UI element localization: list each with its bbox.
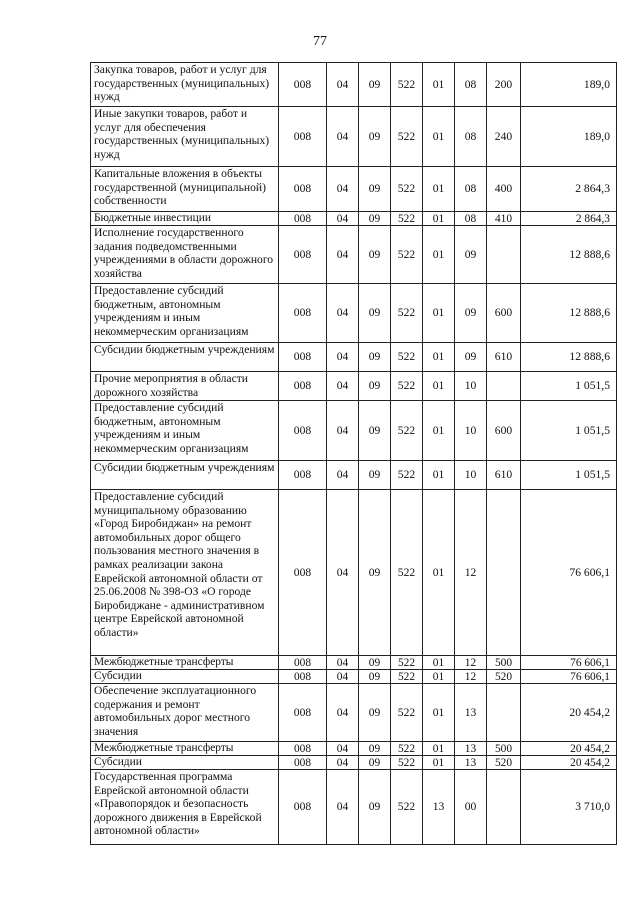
target-item-code-b: 01 <box>423 490 455 656</box>
table-row <box>91 670 617 684</box>
subsection-code: 09 <box>359 461 391 490</box>
ministry-code: 008 <box>279 167 327 212</box>
budget-table <box>90 62 617 845</box>
ministry-code: 008 <box>279 226 327 284</box>
section-code: 04 <box>327 63 359 107</box>
target-item-code-c: 08 <box>455 212 487 226</box>
table-row <box>91 63 617 107</box>
row-name: Субсидии <box>91 670 279 684</box>
target-item-code-a: 522 <box>391 167 423 212</box>
target-item-code-a: 522 <box>391 684 423 742</box>
row-name: Межбюджетные трансферты <box>91 742 279 756</box>
target-item-code-b: 01 <box>423 461 455 490</box>
row-amount: 2 864,3 <box>521 167 617 212</box>
target-item-code-c: 00 <box>455 770 487 845</box>
row-amount: 20 454,2 <box>521 756 617 770</box>
target-item-code-a: 522 <box>391 756 423 770</box>
row-amount: 1 051,5 <box>521 461 617 490</box>
target-item-code-b: 01 <box>423 684 455 742</box>
row-amount: 3 710,0 <box>521 770 617 845</box>
section-code: 04 <box>327 226 359 284</box>
section-code: 04 <box>327 107 359 167</box>
expense-type-code: 520 <box>487 670 521 684</box>
section-code: 04 <box>327 167 359 212</box>
row-name: Прочие мероприятия в области дорожного хозяйства <box>91 372 279 401</box>
expense-type-code <box>487 490 521 656</box>
expense-type-code: 610 <box>487 343 521 372</box>
target-item-code-b: 01 <box>423 63 455 107</box>
target-item-code-a: 522 <box>391 63 423 107</box>
subsection-code: 09 <box>359 212 391 226</box>
table-row <box>91 770 617 845</box>
expense-type-code: 400 <box>487 167 521 212</box>
ministry-code: 008 <box>279 461 327 490</box>
subsection-code: 09 <box>359 401 391 461</box>
subsection-code: 09 <box>359 167 391 212</box>
table-row <box>91 284 617 343</box>
row-name: Обеспечение эксплуатационного содержания и ремонт автомобильных дорог местного значения <box>91 684 279 742</box>
section-code: 04 <box>327 770 359 845</box>
ministry-code: 008 <box>279 343 327 372</box>
target-item-code-c: 10 <box>455 372 487 401</box>
table-row <box>91 684 617 742</box>
table-row <box>91 490 617 656</box>
subsection-code: 09 <box>359 756 391 770</box>
section-code: 04 <box>327 461 359 490</box>
ministry-code: 008 <box>279 490 327 656</box>
ministry-code: 008 <box>279 63 327 107</box>
expense-type-code: 410 <box>487 212 521 226</box>
expense-type-code: 200 <box>487 63 521 107</box>
subsection-code: 09 <box>359 490 391 656</box>
target-item-code-a: 522 <box>391 670 423 684</box>
target-item-code-c: 13 <box>455 742 487 756</box>
target-item-code-b: 01 <box>423 226 455 284</box>
target-item-code-c: 08 <box>455 63 487 107</box>
row-name: Предоставление субсидий бюджетным, автономным учреждениям и иным некоммерческим организациям <box>91 284 279 343</box>
target-item-code-a: 522 <box>391 461 423 490</box>
table-row <box>91 756 617 770</box>
expense-type-code <box>487 372 521 401</box>
expense-type-code: 600 <box>487 284 521 343</box>
table-row <box>91 401 617 461</box>
target-item-code-a: 522 <box>391 490 423 656</box>
target-item-code-a: 522 <box>391 770 423 845</box>
target-item-code-c: 09 <box>455 284 487 343</box>
row-amount: 12 888,6 <box>521 226 617 284</box>
section-code: 04 <box>327 684 359 742</box>
row-name: Субсидии бюджетным учреждениям <box>91 461 279 490</box>
row-name: Межбюджетные трансферты <box>91 656 279 670</box>
target-item-code-c: 09 <box>455 226 487 284</box>
row-amount: 2 864,3 <box>521 212 617 226</box>
target-item-code-b: 01 <box>423 167 455 212</box>
page-number: 77 <box>313 34 327 49</box>
target-item-code-a: 522 <box>391 742 423 756</box>
target-item-code-b: 01 <box>423 372 455 401</box>
row-amount: 1 051,5 <box>521 372 617 401</box>
target-item-code-c: 10 <box>455 461 487 490</box>
target-item-code-c: 13 <box>455 756 487 770</box>
section-code: 04 <box>327 212 359 226</box>
table-row <box>91 107 617 167</box>
table-row <box>91 372 617 401</box>
subsection-code: 09 <box>359 656 391 670</box>
subsection-code: 09 <box>359 343 391 372</box>
subsection-code: 09 <box>359 226 391 284</box>
row-name: Государственная программа Еврейской автономной области «Правопорядок и безопасность дорожного движения в Еврейской автономной области» <box>91 770 279 845</box>
target-item-code-b: 01 <box>423 656 455 670</box>
ministry-code: 008 <box>279 670 327 684</box>
row-name: Иные закупки товаров, работ и услуг для обеспечения государственных (муниципальных) нужд <box>91 107 279 167</box>
target-item-code-b: 01 <box>423 212 455 226</box>
ministry-code: 008 <box>279 212 327 226</box>
section-code: 04 <box>327 284 359 343</box>
expense-type-code: 500 <box>487 742 521 756</box>
target-item-code-c: 13 <box>455 684 487 742</box>
section-code: 04 <box>327 670 359 684</box>
table-row <box>91 742 617 756</box>
expense-type-code: 240 <box>487 107 521 167</box>
row-name: Капитальные вложения в объекты государственной (муниципальной) собственности <box>91 167 279 212</box>
row-name: Закупка товаров, работ и услуг для государственных (муниципальных) нужд <box>91 63 279 107</box>
expense-type-code <box>487 770 521 845</box>
target-item-code-b: 01 <box>423 742 455 756</box>
ministry-code: 008 <box>279 401 327 461</box>
target-item-code-c: 12 <box>455 656 487 670</box>
row-amount: 76 606,1 <box>521 490 617 656</box>
target-item-code-a: 522 <box>391 343 423 372</box>
section-code: 04 <box>327 656 359 670</box>
row-name: Субсидии <box>91 756 279 770</box>
ministry-code: 008 <box>279 770 327 845</box>
row-amount: 12 888,6 <box>521 343 617 372</box>
row-name: Исполнение государственного задания подведомственными учреждениями в области дорожного хозяйства <box>91 226 279 284</box>
row-amount: 189,0 <box>521 107 617 167</box>
subsection-code: 09 <box>359 742 391 756</box>
target-item-code-b: 01 <box>423 343 455 372</box>
ministry-code: 008 <box>279 372 327 401</box>
table-row <box>91 212 617 226</box>
expense-type-code <box>487 226 521 284</box>
row-amount: 189,0 <box>521 63 617 107</box>
table-row <box>91 656 617 670</box>
table-row <box>91 461 617 490</box>
target-item-code-b: 01 <box>423 284 455 343</box>
expense-type-code: 520 <box>487 756 521 770</box>
ministry-code: 008 <box>279 107 327 167</box>
row-amount: 12 888,6 <box>521 284 617 343</box>
expense-type-code <box>487 684 521 742</box>
section-code: 04 <box>327 490 359 656</box>
row-amount: 76 606,1 <box>521 670 617 684</box>
target-item-code-b: 01 <box>423 756 455 770</box>
target-item-code-c: 10 <box>455 401 487 461</box>
expense-type-code: 600 <box>487 401 521 461</box>
subsection-code: 09 <box>359 684 391 742</box>
subsection-code: 09 <box>359 372 391 401</box>
subsection-code: 09 <box>359 670 391 684</box>
ministry-code: 008 <box>279 284 327 343</box>
section-code: 04 <box>327 343 359 372</box>
ministry-code: 008 <box>279 656 327 670</box>
section-code: 04 <box>327 401 359 461</box>
target-item-code-c: 12 <box>455 490 487 656</box>
ministry-code: 008 <box>279 684 327 742</box>
target-item-code-b: 01 <box>423 107 455 167</box>
target-item-code-b: 01 <box>423 401 455 461</box>
target-item-code-c: 09 <box>455 343 487 372</box>
table-body <box>91 63 617 845</box>
row-amount: 76 606,1 <box>521 656 617 670</box>
target-item-code-c: 08 <box>455 167 487 212</box>
table-row <box>91 167 617 212</box>
row-name: Субсидии бюджетным учреждениям <box>91 343 279 372</box>
subsection-code: 09 <box>359 284 391 343</box>
section-code: 04 <box>327 756 359 770</box>
ministry-code: 008 <box>279 742 327 756</box>
table-row <box>91 343 617 372</box>
row-name: Бюджетные инвестиции <box>91 212 279 226</box>
row-amount: 20 454,2 <box>521 742 617 756</box>
target-item-code-a: 522 <box>391 212 423 226</box>
target-item-code-b: 01 <box>423 670 455 684</box>
target-item-code-a: 522 <box>391 656 423 670</box>
target-item-code-a: 522 <box>391 372 423 401</box>
target-item-code-a: 522 <box>391 107 423 167</box>
target-item-code-a: 522 <box>391 401 423 461</box>
table-row <box>91 226 617 284</box>
row-amount: 20 454,2 <box>521 684 617 742</box>
row-amount: 1 051,5 <box>521 401 617 461</box>
section-code: 04 <box>327 742 359 756</box>
target-item-code-c: 08 <box>455 107 487 167</box>
subsection-code: 09 <box>359 770 391 845</box>
target-item-code-a: 522 <box>391 284 423 343</box>
expense-type-code: 500 <box>487 656 521 670</box>
target-item-code-b: 13 <box>423 770 455 845</box>
row-name: Предоставление субсидий бюджетным, автономным учреждениям и иным некоммерческим организациям <box>91 401 279 461</box>
ministry-code: 008 <box>279 756 327 770</box>
target-item-code-c: 12 <box>455 670 487 684</box>
expense-type-code: 610 <box>487 461 521 490</box>
row-name: Предоставление субсидий муниципальному образованию «Город Биробиджан» на ремонт автомобильных дорог общего пользования местного значения в рамках реализации закона Еврейской автономной области от 25.06.2008 № 398-ОЗ «О городе Биробиджане - административном центре Еврейской автономной области» <box>91 490 279 656</box>
section-code: 04 <box>327 372 359 401</box>
target-item-code-a: 522 <box>391 226 423 284</box>
subsection-code: 09 <box>359 63 391 107</box>
subsection-code: 09 <box>359 107 391 167</box>
